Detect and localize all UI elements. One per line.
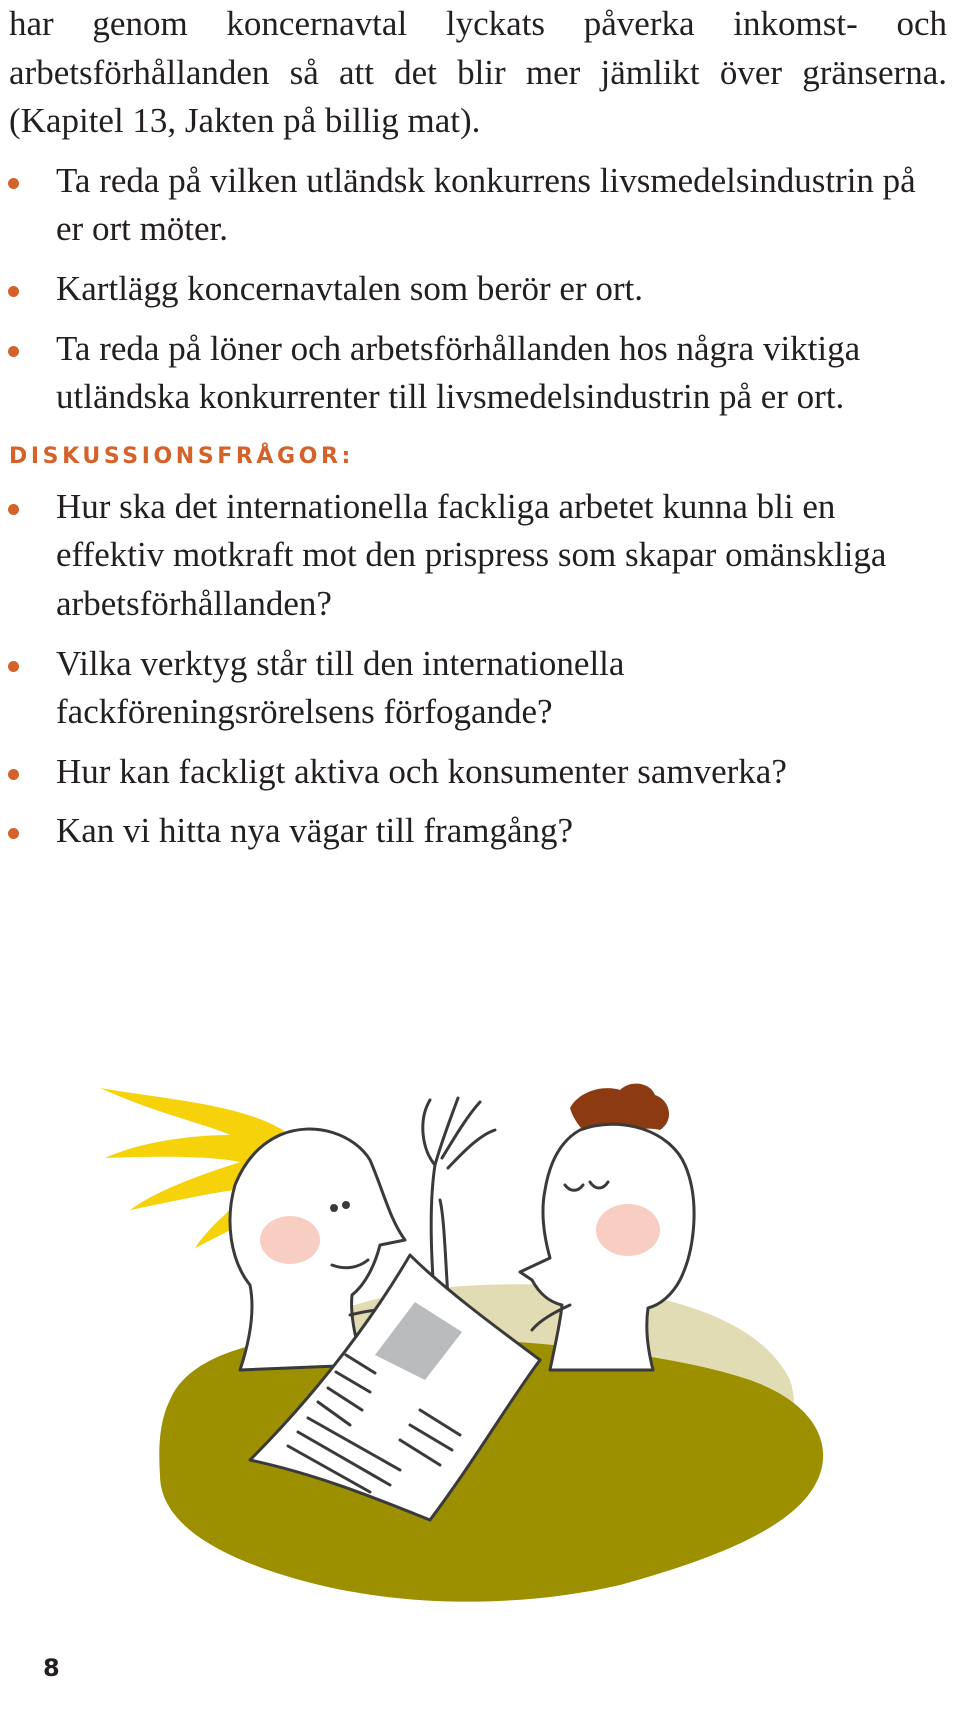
list-item (7, 640, 947, 737)
cheek (596, 1204, 660, 1256)
list-item (7, 807, 947, 856)
list-item-text: Hur ska det internationella fackliga arbetet kunna bli en effektiv motkraft mot den prispress som skapar omänskliga arbetsförhållanden? (56, 486, 887, 623)
bullet-icon (8, 828, 19, 839)
bullet-icon (8, 769, 19, 780)
list-item (7, 157, 947, 254)
list-item (7, 265, 947, 314)
list-item-text: Ta reda på vilken utländsk konkurrens livsmedelsindustrin på er ort möter. (56, 160, 916, 249)
bullet-icon (8, 504, 19, 515)
eye (330, 1204, 338, 1212)
bullet-icon (8, 346, 19, 357)
body-text (7, 0, 947, 856)
bullet-icon (8, 661, 19, 672)
task-list (7, 157, 947, 422)
list-item (7, 325, 947, 422)
cheek (260, 1216, 320, 1264)
list-item-text: Vilka verktyg står till den internationella fackföreningsrörelsens förfogande? (56, 643, 625, 732)
bullet-icon (8, 178, 19, 189)
list-item-text: Ta reda på löner och arbetsförhållanden hos några viktiga utländska konkurrenter till livsmedelsindustrin på er ort. (56, 328, 861, 417)
intro-paragraph: har genom koncernavtal lyckats påverka inkomst- och arbetsförhållanden så att det blir mer jämlikt över gränserna. (Kapitel 13, Jakten på billig mat). (9, 4, 947, 141)
page-number: 8 (43, 1654, 60, 1682)
two-people-newspaper-illustration (100, 1080, 860, 1610)
list-item (7, 748, 947, 797)
list-item-text: Kartlägg koncernavtalen som berör er ort. (56, 268, 643, 308)
list-item-text: Kan vi hitta nya vägar till framgång? (56, 811, 574, 851)
discussion-heading: DISKUSSIONSFRÅGOR: (9, 443, 354, 469)
eye (342, 1201, 350, 1209)
list-item-text: Hur kan fackligt aktiva och konsumenter samverka? (56, 751, 787, 791)
bullet-icon (8, 286, 19, 297)
list-item (7, 483, 947, 629)
question-list (7, 483, 947, 856)
